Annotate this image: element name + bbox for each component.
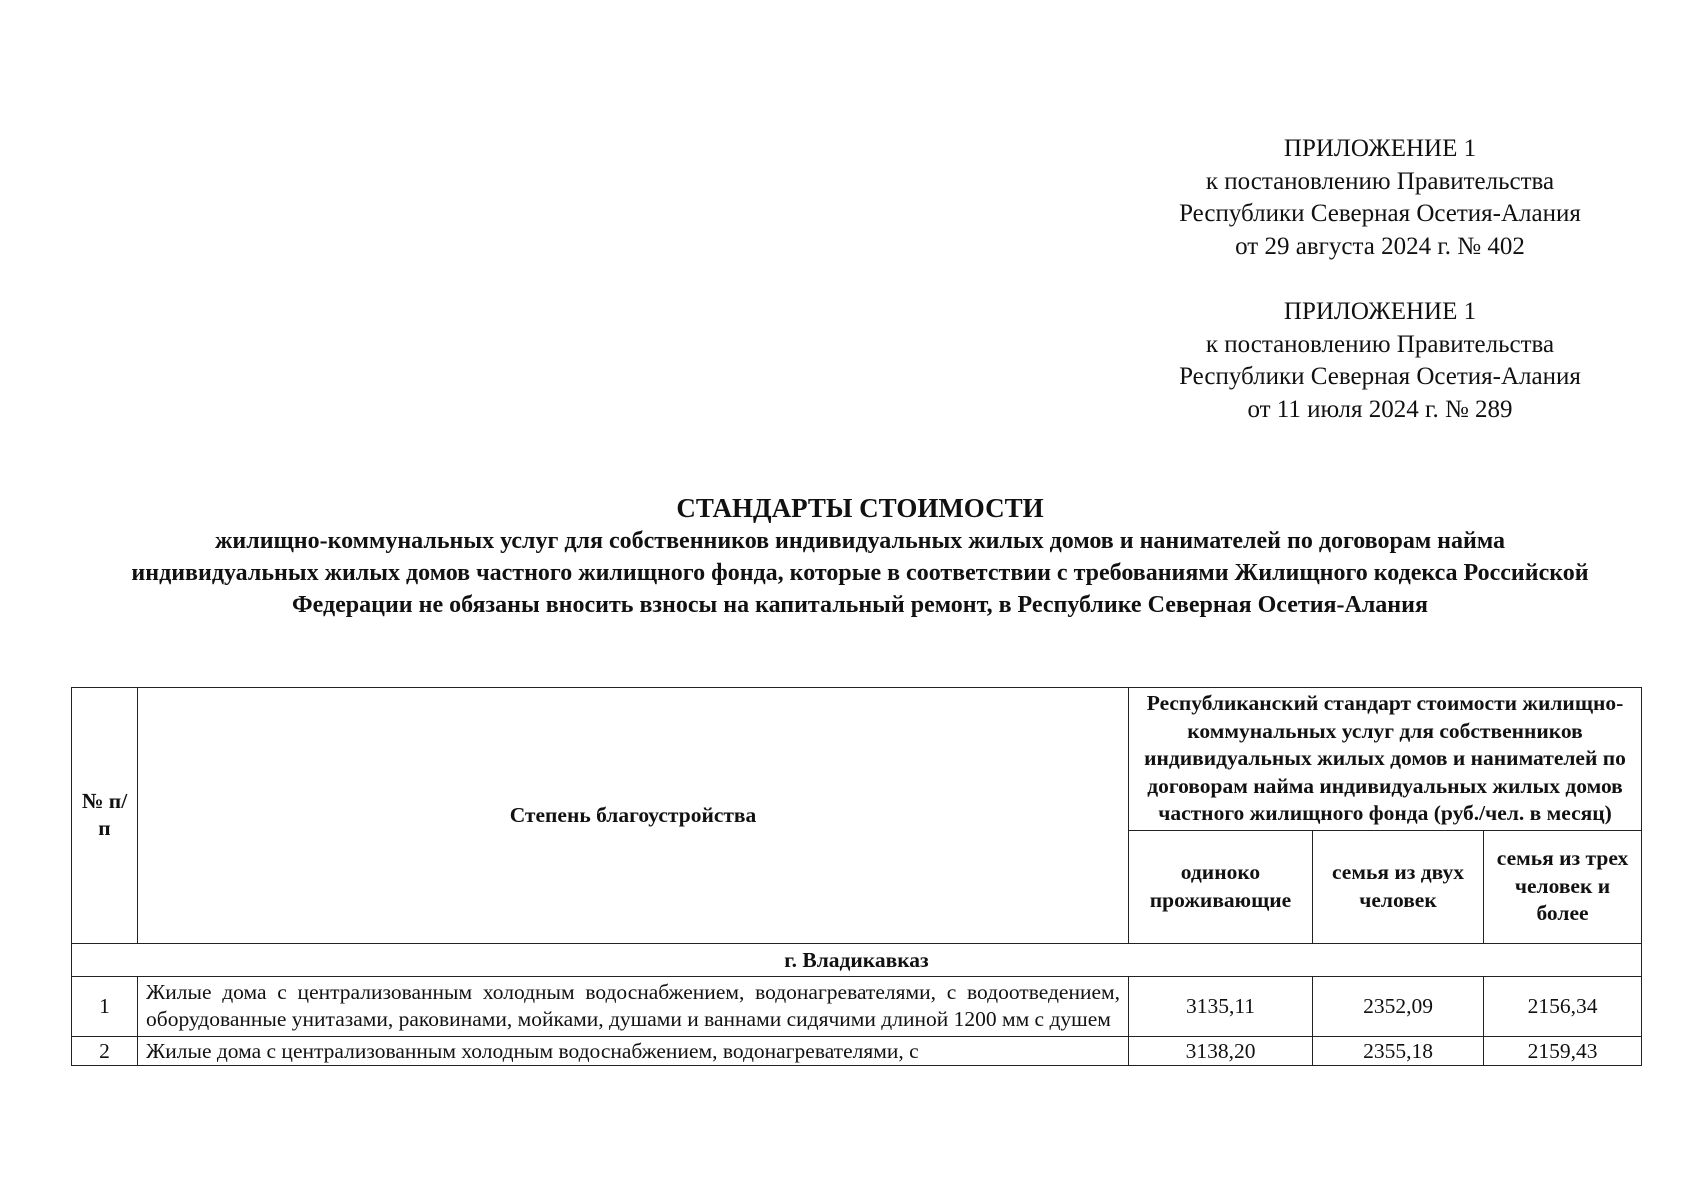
annex-date: от 11 июля 2024 г. № 289	[1247, 395, 1513, 423]
document-subtitle: жилищно-коммунальных услуг для собственников индивидуальных жилых домов и нанимателей по договорам найма индивидуальных жилых домов частного жилищного фонда, которые в соответствии с требованиями Жилищного кодекса Российской Федерации не обязаны вносить взносы на капитальный ремонт, в Республике Северная Осетия-Алания	[131, 528, 1589, 618]
value-single: 3135,11	[1129, 976, 1313, 1036]
header-degree: Степень благоустройства	[138, 688, 1129, 944]
annex-date: от 29 августа 2024 г. № 402	[1235, 232, 1525, 260]
annex-line: к постановлению Правительства	[1205, 330, 1555, 358]
annex-line: к постановлению Правительства	[1205, 167, 1555, 195]
table-section-row	[72, 943, 1642, 976]
row-number: 1	[72, 976, 138, 1036]
row-number: 2	[72, 1036, 138, 1065]
annex-title: ПРИЛОЖЕНИЕ 1	[1283, 298, 1477, 325]
value-two: 2355,18	[1313, 1036, 1484, 1065]
header-single: одиноко проживающие	[1129, 830, 1313, 943]
value-three-plus: 2159,43	[1484, 1036, 1642, 1065]
section-city: г. Владикавказ	[72, 943, 1642, 976]
annex-block-1	[1160, 133, 1600, 263]
row-description: Жилые дома с централизованным холодным водоснабжением, водонагревателями, с водоотведением, оборудованные унитазами, раковинами, мойками, душами и ваннами сидячими длиной 1200 мм с душем	[138, 976, 1129, 1036]
document-heading	[60, 491, 1660, 621]
header-number: № п/п	[72, 688, 138, 944]
annex-line: Республики Северная Осетия-Алания	[1179, 363, 1581, 390]
row-description: Жилые дома с централизованным холодным водоснабжением, водонагревателями, с	[138, 1036, 1129, 1065]
annex-title: ПРИЛОЖЕНИЕ 1	[1283, 135, 1477, 162]
document-title: СТАНДАРТЫ СТОИМОСТИ	[676, 493, 1044, 523]
value-single: 3138,20	[1129, 1036, 1313, 1065]
value-three-plus: 2156,34	[1484, 976, 1642, 1036]
table-row	[72, 976, 1642, 1036]
table-header-row	[72, 688, 1642, 831]
annex-block-2	[1160, 296, 1600, 426]
header-two: семья из двух человек	[1313, 830, 1484, 943]
annex-line: Республики Северная Осетия-Алания	[1179, 200, 1581, 227]
header-three-plus: семья из трех человек и более	[1484, 830, 1642, 943]
cost-standards-table	[71, 687, 1642, 1066]
value-two: 2352,09	[1313, 976, 1484, 1036]
table-row	[72, 1036, 1642, 1065]
header-standard: Республиканский стандарт стоимости жилищно-коммунальных услуг для собственников индивидуальных жилых домов и нанимателей по договорам найма индивидуальных жилых домов частного жилищного фонда (руб./чел. в месяц)	[1129, 688, 1642, 831]
